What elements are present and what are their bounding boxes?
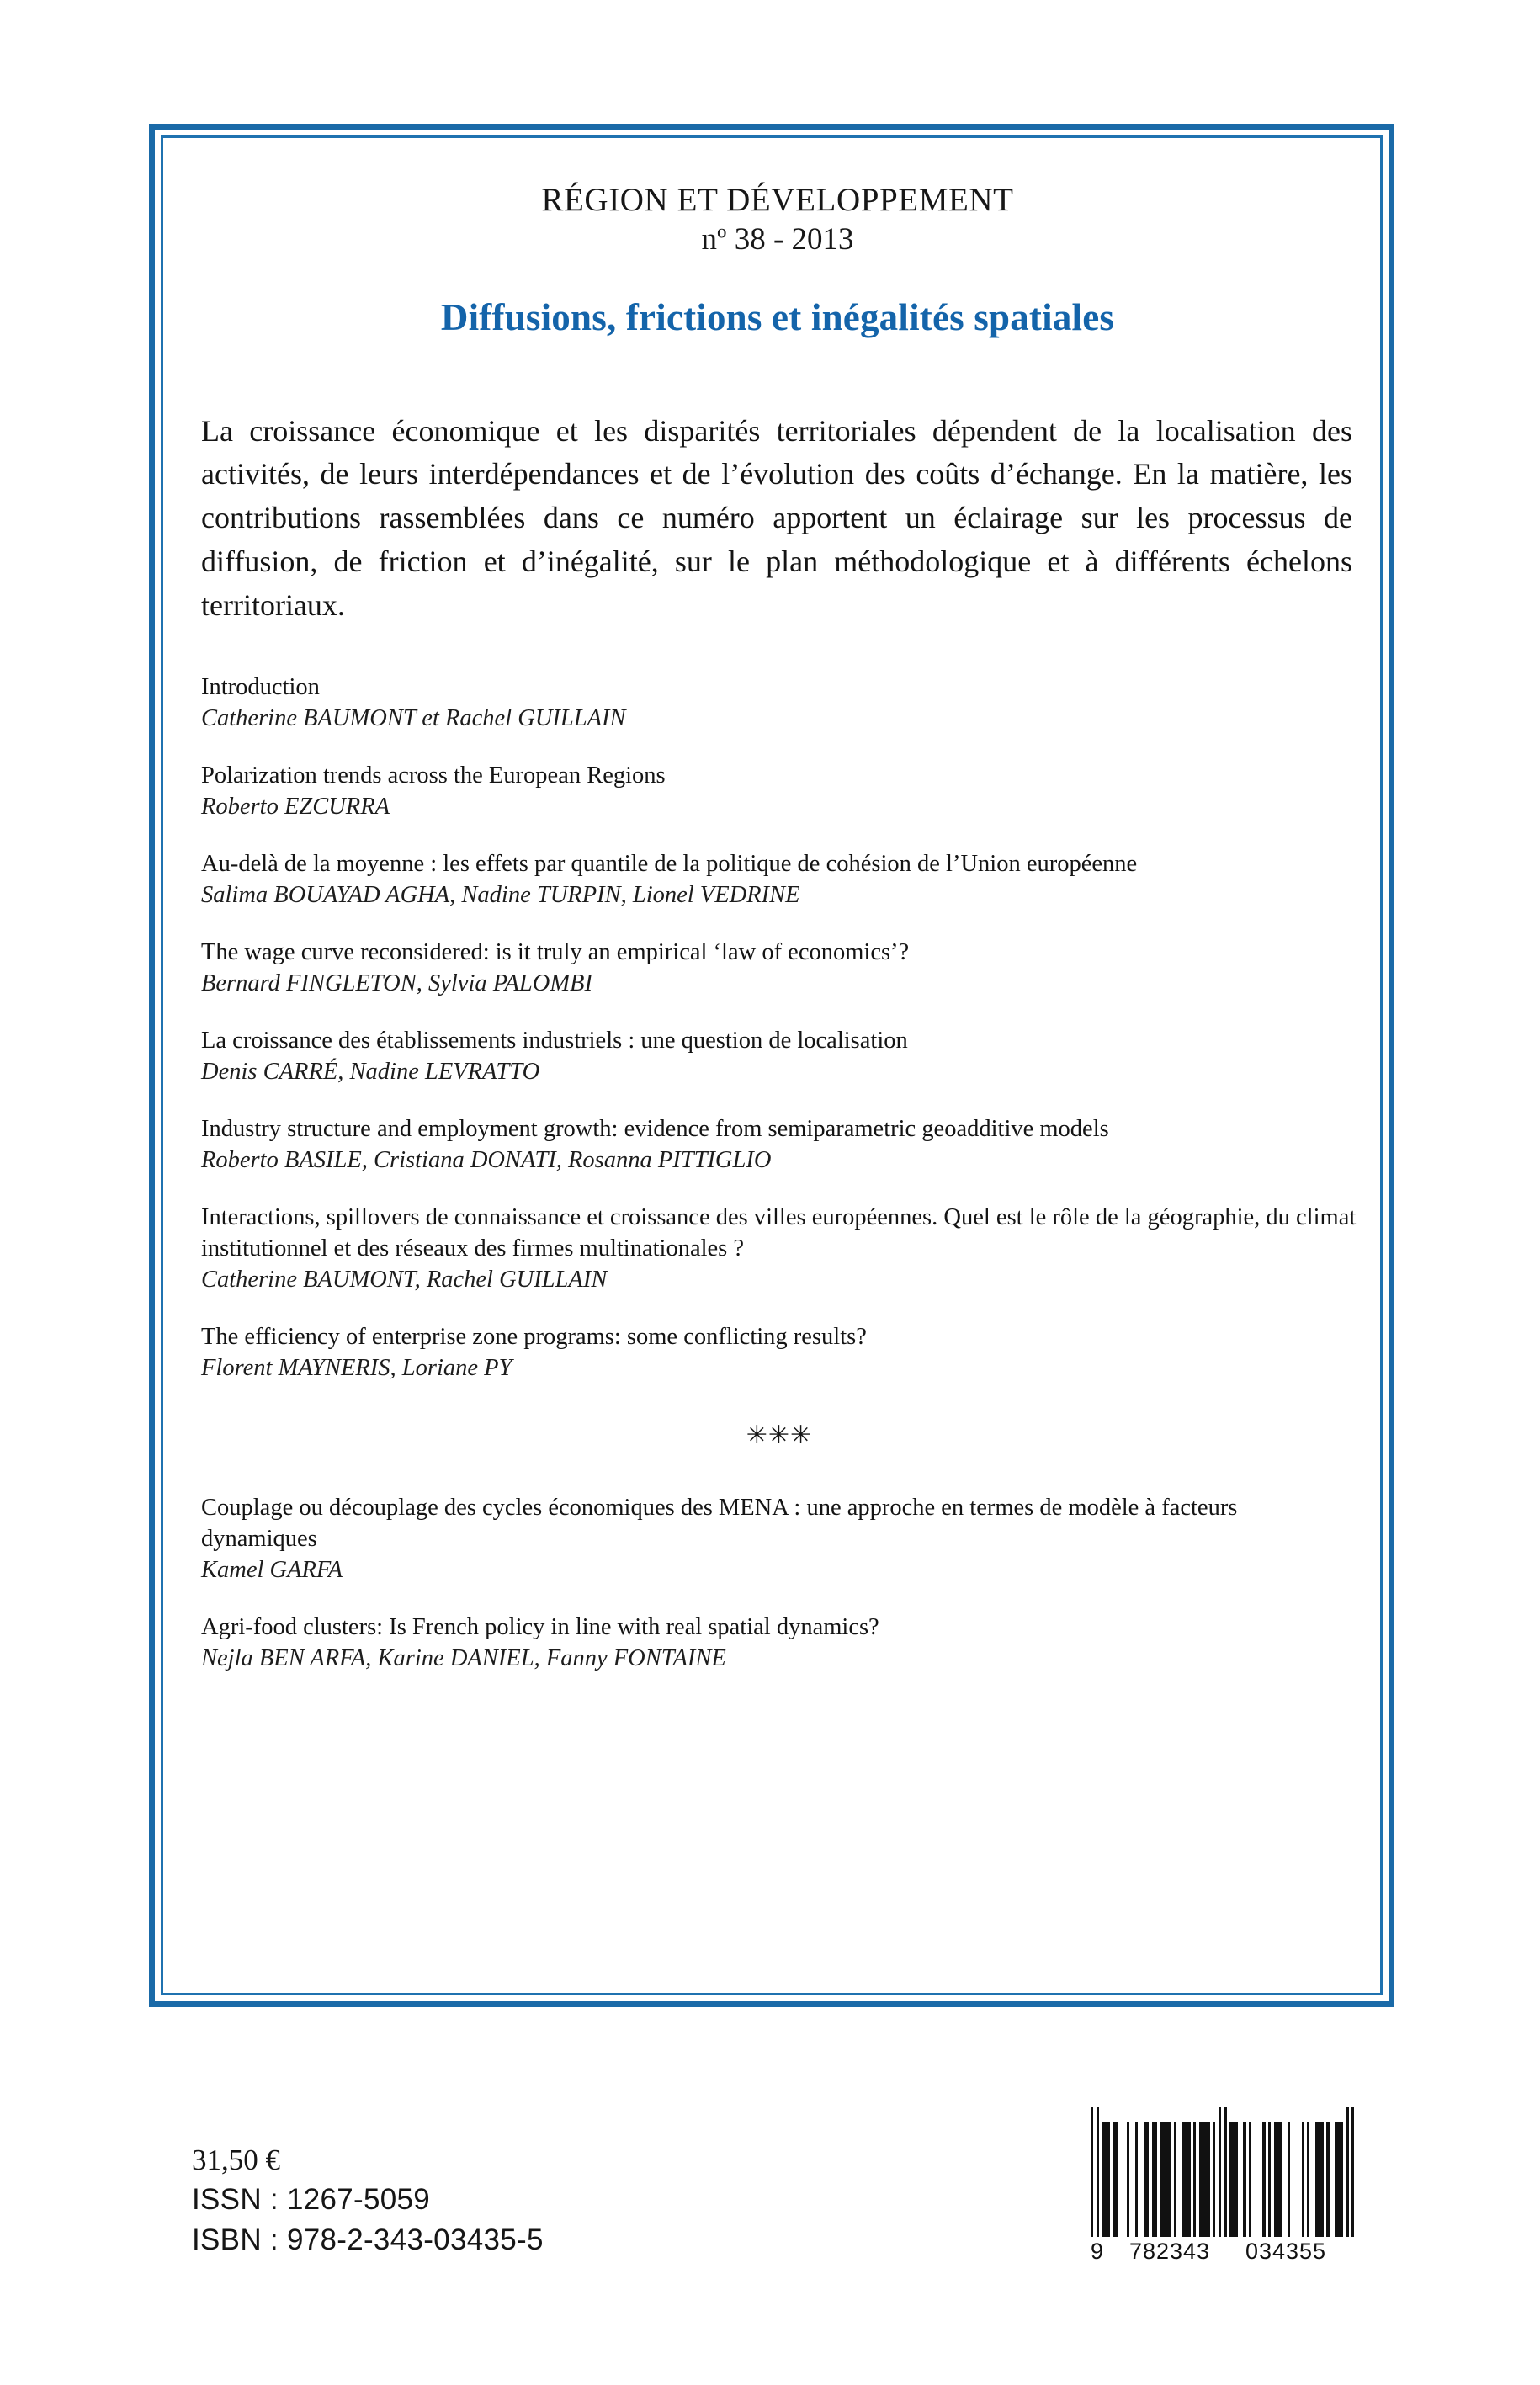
journal-issue — [198, 222, 1357, 258]
barcode-space — [1238, 2122, 1244, 2237]
barcode-lead-digit: 9 — [1091, 2239, 1105, 2264]
list-item — [201, 1492, 1357, 1586]
article-authors: Denis CARRÉ, Nadine LEVRATTO — [201, 1059, 540, 1086]
table-of-contents — [198, 672, 1357, 1674]
barcode-space — [1330, 2122, 1336, 2237]
article-title: Agri-food clusters: Is French policy in line with real spatial dynamics? — [201, 1613, 879, 1640]
barcode-space — [1282, 2122, 1288, 2237]
barcode-digits — [1091, 2239, 1368, 2265]
abstract-paragraph: La croissance économique et les disparités territoriales dépendent de la localisation des activités, de leurs interdépendances et de l’évolution des coûts d’échange. En la matière, les contributions rassemblées dans ce numéro apportent un éclairage sur les processus de diffusion, de friction et d’inégalité, sur le plan méthodologique et à différents échelons territoriaux. — [201, 413, 1352, 622]
cover-content — [198, 130, 1357, 2001]
price: 31,50 € — [192, 2143, 280, 2176]
article-authors: Florent MAYNERIS, Loriane PY — [201, 1355, 512, 1382]
article-authors: Catherine BAUMONT et Rachel GUILLAIN — [201, 704, 626, 731]
cover-border-frame — [149, 124, 1394, 2007]
article-title: La croissance des établissements industriels : une question de localisation — [201, 1028, 908, 1054]
barcode-bar — [1229, 2122, 1238, 2237]
list-item — [201, 1202, 1357, 1295]
list-item — [201, 1113, 1357, 1176]
barcode-space — [1309, 2122, 1315, 2237]
barcode-left-group: 782343 — [1128, 2239, 1211, 2264]
article-authors: Catherine BAUMONT, Rachel GUILLAIN — [201, 1267, 608, 1293]
journal-name: RÉGION ET DÉVELOPPEMENT — [541, 182, 1014, 218]
barcode-bar — [1160, 2122, 1171, 2237]
barcode-bar — [1315, 2122, 1324, 2237]
barcode-bar — [1102, 2122, 1110, 2237]
barcode-space — [1138, 2122, 1144, 2237]
barcode-bar — [1113, 2122, 1118, 2237]
article-authors: Salima BOUAYAD AGHA, Nadine TURPIN, Lionel VEDRINE — [201, 881, 800, 908]
list-item — [201, 1025, 1357, 1087]
list-item — [201, 672, 1357, 734]
article-title: The efficiency of enterprise zone programs: some conflicting results? — [201, 1324, 867, 1351]
article-authors: Bernard FINGLETON, Sylvia PALOMBI — [201, 970, 592, 997]
article-title: The wage curve reconsidered: is it truly an empirical ‘law of economics’? — [201, 939, 910, 965]
barcode-bar — [1335, 2122, 1343, 2237]
barcode-bar — [1199, 2122, 1210, 2237]
barcode-space — [1251, 2122, 1262, 2237]
barcode-bar — [1351, 2107, 1354, 2237]
list-item — [201, 848, 1357, 911]
issn: ISSN : 1267-5059 — [192, 2183, 431, 2217]
issue-number: 38 - 2013 — [726, 221, 854, 257]
barcode-bar — [1144, 2122, 1150, 2237]
list-item — [201, 937, 1357, 999]
issue-prefix: n — [701, 221, 717, 257]
list-item — [201, 760, 1357, 822]
article-authors: Kamel GARFA — [201, 1556, 343, 1583]
isbn: ISBN : 978-2-343-03435-5 — [192, 2223, 544, 2257]
article-title: Au-delà de la moyenne : les effets par quantile de la politique de cohésion de l’Union européenne — [201, 850, 1138, 877]
article-title: Couplage ou découplage des cycles économiques des MENA : une approche en termes de modèle à facteurs dynamiques — [201, 1494, 1238, 1552]
barcode-space — [1290, 2122, 1301, 2237]
list-item — [201, 1612, 1357, 1674]
barcode-right-group: 034355 — [1245, 2239, 1327, 2264]
article-title: Polarization trends across the European Regions — [201, 762, 666, 789]
publication-identifiers — [192, 2141, 544, 2261]
journal-header — [198, 130, 1357, 258]
article-title: Industry structure and employment growth: evidence from semiparametric geoadditive models — [201, 1116, 1109, 1143]
list-item — [201, 1321, 1357, 1384]
barcode-space — [1129, 2122, 1135, 2237]
page-title: Diffusions, frictions et inégalités spatiales — [440, 295, 1115, 338]
article-authors: Roberto BASILE, Cristiana DONATI, Rosanna PITTIGLIO — [201, 1147, 772, 1174]
barcode-bar — [1152, 2122, 1158, 2237]
section-separator: ✳✳✳ — [746, 1421, 813, 1449]
barcode-bar — [1182, 2122, 1191, 2237]
barcode-space — [1118, 2122, 1127, 2237]
issue-ordinal-indicator: o — [716, 220, 727, 242]
barcode-space — [1176, 2122, 1182, 2237]
barcode-bars — [1091, 2122, 1368, 2237]
article-authors: Roberto EZCURRA — [201, 793, 390, 820]
article-title: Interactions, spillovers de connaissance et croissance des villes européennes. Quel est le rôle de la géographie, du climat institutionnel et des réseaux des firmes multinationales ? — [201, 1204, 1357, 1262]
barcode — [1091, 2122, 1368, 2265]
article-authors: Nejla BEN ARFA, Karine DANIEL, Fanny FONTAINE — [201, 1644, 726, 1671]
cover-footer — [0, 2079, 1540, 2385]
barcode-bar — [1274, 2122, 1282, 2237]
article-title: Introduction — [201, 673, 320, 700]
